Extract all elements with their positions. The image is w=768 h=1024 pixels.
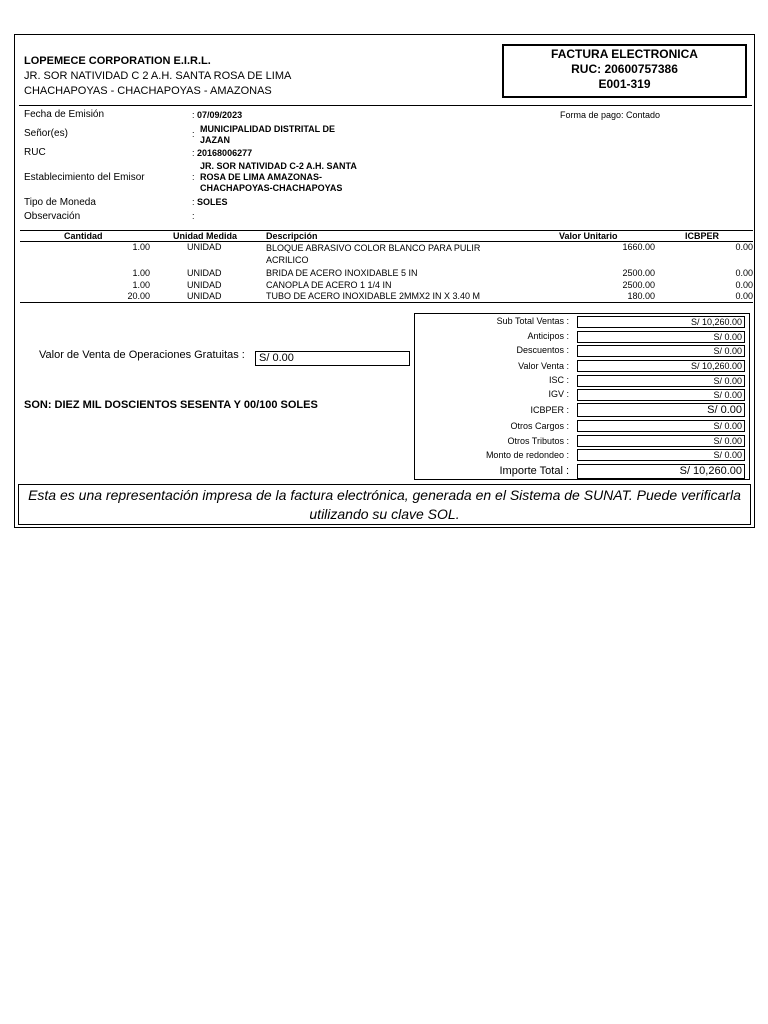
- ruc-label: RUC: [24, 147, 46, 158]
- cell-unidad: UNIDAD: [187, 280, 222, 290]
- cell-valor: 1660.00: [622, 242, 655, 252]
- total-label-importe: Importe Total :: [499, 465, 569, 477]
- total-value-isc: S/ 0.00: [577, 375, 745, 387]
- total-value-anticipos: S/ 0.00: [577, 331, 745, 343]
- cell-valor: 180.00: [627, 291, 655, 301]
- total-value-subtotal: S/ 10,260.00: [577, 316, 745, 328]
- header-unidad: Unidad Medida: [173, 231, 238, 241]
- cell-unidad: UNIDAD: [187, 291, 222, 301]
- header-icbper: ICBPER: [685, 231, 720, 241]
- establecimiento-colon: :: [192, 172, 195, 182]
- header-descripcion: Descripción: [266, 231, 318, 241]
- header-valor: Valor Unitario: [559, 231, 618, 241]
- total-label-valor-venta: Valor Venta :: [518, 361, 569, 371]
- issuer-name: LOPEMECE CORPORATION E.I.R.L.: [24, 55, 211, 67]
- issuer-address: JR. SOR NATIVIDAD C 2 A.H. SANTA ROSA DE LIMA: [24, 70, 292, 82]
- total-value-otros-cargos: S/ 0.00: [577, 420, 745, 432]
- document-type: FACTURA ELECTRONICA: [551, 47, 698, 61]
- gratuitas-label: Valor de Venta de Operaciones Gratuitas :: [39, 349, 245, 361]
- document-ruc: RUC: 20600757386: [571, 62, 678, 76]
- cell-valor: 2500.00: [622, 268, 655, 278]
- cell-cantidad: 1.00: [132, 242, 150, 252]
- invoice: [14, 34, 755, 528]
- totals-box: [414, 313, 750, 480]
- total-label-otros-tributos: Otros Tributos :: [507, 436, 569, 446]
- moneda-value: : SOLES: [192, 197, 228, 207]
- observacion-colon: :: [192, 211, 195, 221]
- total-value-igv: S/ 0.00: [577, 389, 745, 401]
- issuer-location: CHACHAPOYAS - CHACHAPOYAS - AMAZONAS: [24, 85, 272, 97]
- cell-cantidad: 20.00: [127, 291, 150, 301]
- forma-pago: Forma de pago: Contado: [560, 110, 661, 120]
- cell-cantidad: 1.00: [132, 268, 150, 278]
- establecimiento-label: Establecimiento del Emisor: [24, 172, 145, 183]
- cell-unidad: UNIDAD: [187, 242, 222, 252]
- cell-icbper: 0.00: [735, 268, 753, 278]
- total-value-redondeo: S/ 0.00: [577, 449, 745, 461]
- cell-cantidad: 1.00: [132, 280, 150, 290]
- total-value-otros-tributos: S/ 0.00: [577, 435, 745, 447]
- sunat-footer-note: Esta es una representación impresa de la factura electrónica, generada en el Sistema de SUNAT. Puede verificarla utilizando su clave SOL.: [18, 484, 751, 525]
- senor-value: MUNICIPALIDAD DISTRITAL DE JAZAN: [200, 124, 335, 145]
- cell-descripcion: CANOPLA DE ACERO 1 1/4 IN: [266, 280, 392, 290]
- total-value-icbper: S/ 0.00: [577, 403, 745, 417]
- cell-icbper: 0.00: [735, 291, 753, 301]
- fecha-value: : 07/09/2023: [192, 110, 243, 120]
- total-label-otros-cargos: Otros Cargos :: [510, 421, 569, 431]
- total-label-anticipos: Anticipos :: [527, 331, 569, 341]
- document-number: E001-319: [598, 77, 651, 91]
- total-label-isc: ISC :: [548, 375, 569, 385]
- cell-valor: 2500.00: [622, 280, 655, 290]
- total-value-descuentos: S/ 0.00: [577, 345, 745, 357]
- total-value-valor-venta: S/ 10,260.00: [577, 360, 745, 372]
- header-cantidad: Cantidad: [64, 231, 103, 241]
- cell-descripcion: BLOQUE ABRASIVO COLOR BLANCO PARA PULIR ACRILICO: [266, 243, 481, 265]
- cell-icbper: 0.00: [735, 242, 753, 252]
- fecha-label: Fecha de Emisión: [24, 109, 105, 120]
- amount-in-words: SON: DIEZ MIL DOSCIENTOS SESENTA Y 00/100 SOLES: [24, 399, 318, 411]
- cell-icbper: 0.00: [735, 280, 753, 290]
- gratuitas-value: S/ 0.00: [255, 351, 410, 366]
- observacion-label: Observación: [24, 211, 81, 222]
- total-label-redondeo: Monto de redondeo :: [485, 450, 569, 460]
- senor-label: Señor(es): [24, 128, 68, 139]
- cell-descripcion: TUBO DE ACERO INOXIDABLE 2MMX2 IN X 3.40 M: [266, 291, 481, 301]
- divider: [19, 105, 752, 106]
- senor-colon: :: [192, 129, 195, 139]
- document-id-box: [502, 44, 747, 98]
- establecimiento-value: JR. SOR NATIVIDAD C-2 A.H. SANTA ROSA DE LIMA AMAZONAS- CHACHAPOYAS-CHACHAPOYAS: [200, 161, 357, 193]
- ruc-value: : 20168006277: [192, 148, 253, 158]
- moneda-label: Tipo de Moneda: [24, 197, 96, 208]
- total-value-importe: S/ 10,260.00: [577, 464, 745, 479]
- cell-descripcion: BRIDA DE ACERO INOXIDABLE 5 IN: [266, 268, 418, 278]
- total-label-subtotal: Sub Total Ventas :: [496, 316, 569, 326]
- total-label-igv: IGV :: [548, 389, 569, 399]
- total-label-icbper: ICBPER :: [530, 405, 569, 415]
- total-label-descuentos: Descuentos :: [516, 345, 569, 355]
- cell-unidad: UNIDAD: [187, 268, 222, 278]
